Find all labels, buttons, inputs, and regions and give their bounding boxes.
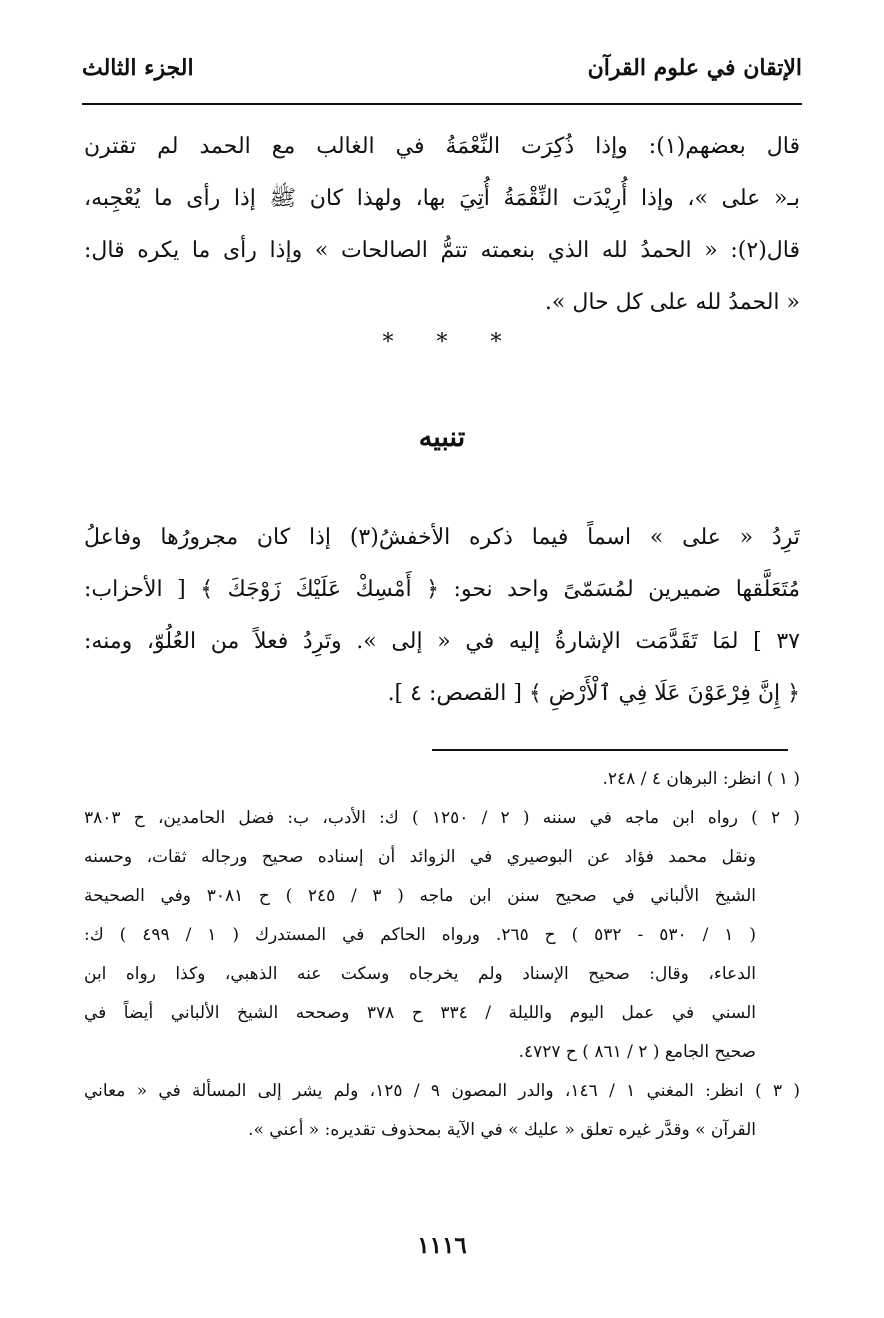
footnote-2 xyxy=(84,799,800,1072)
footnote-line: صحيح الجامع ( ٢ / ٨٦١ ) ح ٤٧٢٧. xyxy=(518,1042,756,1062)
footnote-line: القرآن » وقدَّر غيره تعلق « عليك » في الآية بمحذوف تقديره: « أعني ». xyxy=(248,1120,756,1140)
text-line: بـ« على »، وإذا أُرِيْدَت النِّقْمَةُ أُتِيَ بها، ولهذا كان ﷺ إذا رأى ما يُعْجِبه، xyxy=(84,186,800,211)
footnote-line: ( ٣ ) انظر: المغني ١ / ١٤٦، والدر المصون ٩ / ١٢٥، ولم يشر إلى المسألة في « معاني xyxy=(84,1081,800,1101)
star-ornament: * xyxy=(436,330,448,355)
text-line: مُتَعَلَّقها ضميرين لمُسَمّىً واحد نحو: ﴿ أَمْسِكْ عَلَيْكَ زَوْجَكَ ﴾ [ الأحزاب: xyxy=(84,577,800,602)
paragraph-praise xyxy=(84,121,800,329)
paragraph-note xyxy=(84,512,800,720)
footnote-line: ( ١ / ٥٣٠ - ٥٣٢ ) ح ٢٦٥. ورواه الحاكم في المستدرك ( ١ / ٤٩٩ ) ك: xyxy=(84,925,756,945)
page-number: ١١١٦ xyxy=(417,1232,467,1259)
footnotes xyxy=(84,760,800,1150)
footnote-line: ( ١ ) انظر: البرهان ٤ / ٢٤٨. xyxy=(602,769,800,789)
text-line: تَرِدُ « على » اسماً فيما ذكره الأخفشُ(٣) إذا كان مجرورُها وفاعلُ xyxy=(84,525,800,550)
section-heading: تنبيه xyxy=(418,422,466,453)
text-line: ٣٧ ] لمَا تَقَدَّمَت الإشارةُ إليه في « إلى ». وتَرِدُ فعلاً من العُلُوّ، ومنه: xyxy=(84,629,800,654)
footnote-line: ونقل محمد فؤاد عن البوصيري في الزوائد أن إسناده صحيح ورجاله ثقات، وحسنه xyxy=(84,847,756,867)
footnote-1 xyxy=(84,760,800,799)
running-header-volume: الجزء الثالث xyxy=(82,55,194,81)
text-line: قال(٢): « الحمدُ لله الذي بنعمته تتمُّ الصالحات » وإذا رأى ما يكره قال: xyxy=(84,238,800,263)
footnote-line: الدعاء، وقال: صحيح الإسناد ولم يخرجاه وسكت عنه الذهبي، وكذا رواه ابن xyxy=(84,964,756,984)
star-ornament: * xyxy=(490,330,502,355)
footnote-line: الشيخ الألباني في صحيح سنن ابن ماجه ( ٣ / ٢٤٥ ) ح ٣٠٨١ وفي الصحيحة xyxy=(84,886,756,906)
footnote-rule xyxy=(432,749,788,751)
footnote-line: ( ٢ ) رواه ابن ماجه في سننه ( ٢ / ١٢٥٠ ) ك: الأدب، ب: فضل الحامدين، ح ٣٨٠٣ xyxy=(84,808,800,828)
text-line: « الحمدُ لله على كل حال ». xyxy=(544,290,800,315)
running-header-title: الإتقان في علوم القرآن xyxy=(587,55,802,81)
text-line: قال بعضهم(١): وإذا ذُكِرَت النِّعْمَةُ في الغالب مع الحمد لم تقترن xyxy=(84,134,800,159)
footnote-3 xyxy=(84,1072,800,1150)
header-rule xyxy=(82,103,802,105)
footnote-line: السني في عمل اليوم والليلة / ٣٣٤ ح ٣٧٨ وصححه الشيخ الألباني أيضاً في xyxy=(84,1003,756,1023)
section-separator xyxy=(0,330,884,355)
star-ornament: * xyxy=(382,330,394,355)
text-line: ﴿ إِنَّ فِرْعَوْنَ عَلَا فِي ٱلْأَرْضِ ﴾ [ القصص: ٤ ]. xyxy=(387,681,800,706)
